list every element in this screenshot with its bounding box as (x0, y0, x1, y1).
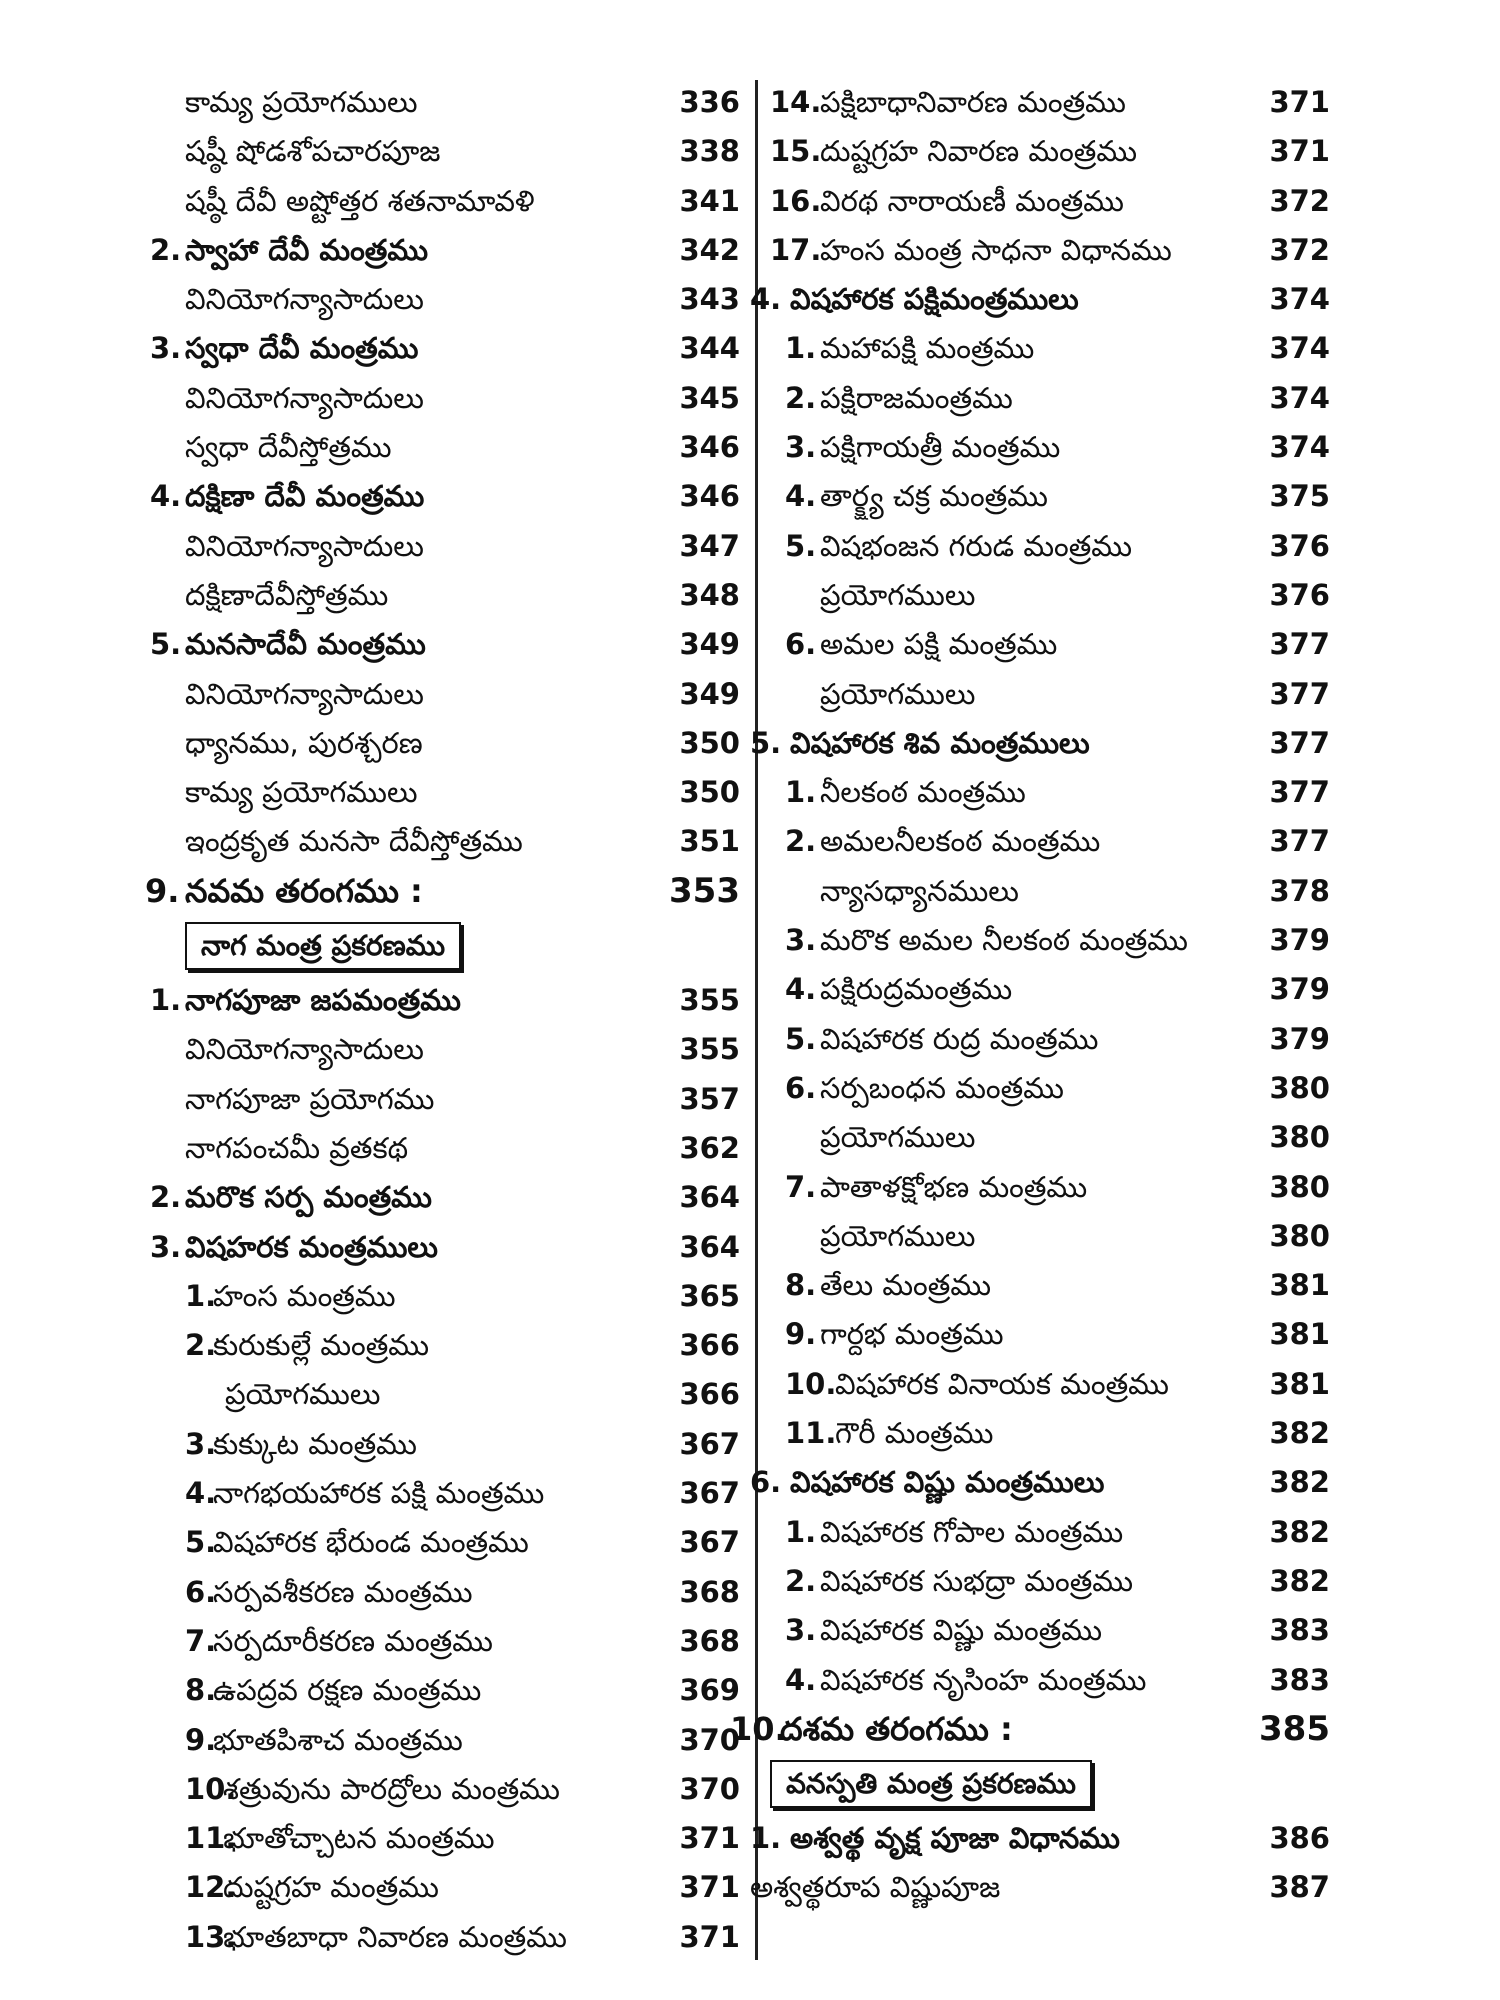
entry-number: 9. (185, 1722, 217, 1757)
entry-number: 2. (785, 380, 817, 415)
entry-title: కామ్య ప్రయోగములు (185, 85, 418, 119)
toc-entry (185, 571, 740, 620)
entry-number: 8. (185, 1673, 217, 1708)
entry-title: ప్రయోగములు (820, 676, 976, 711)
entry-title: షష్ఠీ దేవీ అష్టోత్తర శతనామావళి (185, 183, 535, 218)
page-number: 379 (1269, 923, 1330, 958)
entry-title: హంస మంత్రము (213, 1278, 396, 1313)
page-number: 336 (679, 85, 740, 119)
entry-number: 6. (785, 627, 817, 662)
page-number: 382 (1269, 1465, 1330, 1500)
page-number: 379 (1269, 1021, 1330, 1056)
page-number: 374 (1269, 430, 1330, 465)
page-number: 383 (1269, 1613, 1330, 1648)
entry-title: విషహారక రుద్ర మంత్రము (820, 1021, 1099, 1056)
entry-title: భూతపిశాచ మంత్రము (213, 1722, 463, 1757)
entry-number: 17. (770, 232, 822, 267)
entry-title: తార్క్ష్య చక్ర మంత్రము (820, 479, 1048, 514)
entry-title: పక్షిగాయత్రీ మంత్రము (820, 430, 1061, 465)
entry-number: 1. (150, 983, 182, 1018)
page-number: 377 (1269, 627, 1330, 662)
entry-number: 4. (750, 282, 782, 317)
entry-number: 14. (770, 85, 822, 119)
page-number: 364 (679, 1229, 740, 1264)
entry-number: 15. (770, 134, 822, 169)
toc-entry (775, 867, 1330, 916)
entry-number: 1. (785, 775, 817, 810)
entry-title: శత్రువును పారద్రోలు మంత్రము (223, 1771, 560, 1806)
section-title: వనస్పతి మంత్ర ప్రకరణము (770, 1760, 1092, 1808)
page-number: 355 (679, 983, 740, 1018)
entry-title: స్వాహా దేవీ మంత్రము (185, 232, 429, 267)
page-number: 379 (1269, 972, 1330, 1007)
entry-number: 2. (185, 1328, 217, 1363)
toc-entry (185, 78, 740, 127)
toc-entry (775, 916, 1330, 965)
entry-number: 4. (185, 1476, 217, 1511)
entry-title: పక్షిబాధానివారణ మంత్రము (820, 85, 1126, 119)
toc-entry (185, 1272, 740, 1321)
toc-entry (150, 324, 740, 373)
page-number: 343 (679, 282, 740, 317)
entry-number: 16. (770, 183, 822, 218)
entry-title: దుష్టగ్రహ నివారణ మంత్రము (820, 134, 1138, 169)
section-title: నాగ మంత్ర ప్రకరణము (185, 922, 461, 970)
entry-title: విషహారక పక్షిమంత్రములు (790, 282, 1079, 317)
entry-number: 5. (150, 627, 182, 662)
entry-title: దుష్టగ్రహ మంత్రము (223, 1870, 439, 1905)
entry-title: ప్రయోగములు (820, 1120, 976, 1155)
page-number: 371 (679, 1919, 740, 1954)
page-number: 371 (1269, 134, 1330, 169)
entry-title: దక్షిణాదేవీస్తోత్రము (185, 577, 389, 612)
toc-entry (775, 1606, 1330, 1655)
entry-title: మరొక అమల నీలకంఠ మంత్రము (820, 923, 1188, 958)
page-number: 366 (679, 1377, 740, 1412)
toc-entry (750, 1814, 1330, 1863)
entry-title: వినియోగన్యాసాదులు (185, 528, 424, 563)
entry-number: 5. (750, 725, 782, 760)
toc-entry (185, 1469, 740, 1518)
toc-entry (775, 1015, 1330, 1064)
page-number: 380 (1269, 1218, 1330, 1253)
toc-entry (770, 127, 1330, 176)
toc-entry (750, 719, 1330, 768)
page-number: 387 (1269, 1870, 1330, 1905)
entry-number: 3. (785, 430, 817, 465)
toc-entry (185, 275, 740, 324)
toc-entry (775, 965, 1330, 1014)
page-number: 370 (679, 1771, 740, 1806)
entry-title: విషహారక నృసింహ మంత్రము (820, 1662, 1147, 1697)
page-number: 348 (679, 577, 740, 612)
section-box (185, 916, 740, 976)
toc-entry (775, 1212, 1330, 1261)
entry-title: అశ్వత్థరూప విష్ణుపూజ (750, 1870, 1001, 1905)
page-number: 374 (1269, 282, 1330, 317)
entry-title: నాగపూజా జపమంత్రము (185, 983, 461, 1018)
entry-title: ప్రయోగములు (820, 577, 976, 612)
page-number: 362 (679, 1130, 740, 1165)
toc-entry (775, 1163, 1330, 1212)
page-number: 382 (1269, 1416, 1330, 1451)
entry-number: 11. (785, 1416, 837, 1451)
toc-entry (185, 1765, 740, 1814)
toc-entry (775, 817, 1330, 866)
entry-number: 2. (785, 1563, 817, 1598)
toc-entry (150, 1223, 740, 1272)
page-number: 367 (679, 1525, 740, 1560)
chapter-heading (730, 1705, 1330, 1754)
toc-entry (185, 1568, 740, 1617)
toc-entry (185, 1420, 740, 1469)
page-number: 371 (679, 1870, 740, 1905)
entry-number: 1. (750, 1821, 782, 1856)
toc-entry (775, 1113, 1330, 1162)
entry-title: గార్దభ మంత్రము (820, 1317, 1004, 1352)
toc-entry (750, 1863, 1330, 1912)
entry-title: నాగపూజా ప్రయోగము (185, 1081, 435, 1116)
toc-entry (150, 472, 740, 521)
entry-title: ధ్యానము, పురశ్చరణ (185, 725, 423, 760)
page-number: 381 (1269, 1366, 1330, 1401)
entry-title: వినియోగన్యాసాదులు (185, 282, 424, 317)
page-number: 338 (679, 134, 740, 169)
entry-title: కామ్య ప్రయోగములు (185, 775, 418, 810)
entry-title: వినియోగన్యాసాదులు (185, 380, 424, 415)
entry-number: 9. (785, 1317, 817, 1352)
entry-number: 7. (785, 1169, 817, 1204)
toc-entry (185, 817, 740, 866)
page-number: 385 (1259, 1708, 1330, 1749)
page-number: 341 (679, 183, 740, 218)
toc-entry (770, 78, 1330, 127)
entry-number: 3. (185, 1426, 217, 1461)
page-number: 368 (679, 1623, 740, 1658)
page-number: 355 (679, 1032, 740, 1067)
toc-entry (185, 1321, 740, 1370)
toc-entry (185, 1075, 740, 1124)
toc-entry (185, 1370, 740, 1419)
toc-entry (150, 620, 740, 669)
page-number: 366 (679, 1328, 740, 1363)
entry-title: విషహారక విష్ణు మంత్రము (820, 1613, 1103, 1648)
entry-number: 6. (185, 1574, 217, 1609)
entry-title: నీలకంఠ మంత్రము (820, 775, 1026, 810)
page-number: 375 (1269, 479, 1330, 514)
entry-title: పక్షిరుద్రమంత్రము (820, 972, 1013, 1007)
entry-title: మనసాదేవీ మంత్రము (185, 627, 426, 662)
entry-title: విరథ నారాయణీ మంత్రము (820, 183, 1124, 218)
toc-entry (150, 226, 740, 275)
toc-right-column (730, 78, 1330, 1913)
entry-title: వినియోగన్యాసాదులు (185, 1032, 424, 1067)
toc-entry (185, 374, 740, 423)
page-number: 349 (679, 627, 740, 662)
entry-number: 5. (785, 528, 817, 563)
entry-title: ప్రయోగములు (820, 1218, 976, 1253)
toc-entry (150, 1173, 740, 1222)
page-number: 380 (1269, 1169, 1330, 1204)
page-number: 368 (679, 1574, 740, 1609)
toc-entry (775, 1310, 1330, 1359)
toc-entry (185, 127, 740, 176)
entry-title: దశమ తరంగము : (780, 1709, 1013, 1748)
page-number: 367 (679, 1426, 740, 1461)
page-number: 345 (679, 380, 740, 415)
page-number: 350 (679, 725, 740, 760)
toc-entry (185, 177, 740, 226)
entry-title: కురుకుల్లే మంత్రము (213, 1328, 430, 1363)
toc-entry (185, 423, 740, 472)
page-number: 380 (1269, 1120, 1330, 1155)
toc-left-column (145, 78, 740, 1962)
page-number: 351 (679, 824, 740, 859)
entry-number: 3. (150, 1229, 182, 1264)
toc-entry (185, 670, 740, 719)
entry-number: 6. (750, 1465, 782, 1500)
entry-number: 9. (145, 871, 180, 910)
toc-entry (185, 1025, 740, 1074)
toc-entry (770, 177, 1330, 226)
toc-entry (775, 1508, 1330, 1557)
toc-entry (185, 1666, 740, 1715)
toc-entry (185, 1124, 740, 1173)
entry-number: 10. (730, 1709, 787, 1748)
entry-title: నాగపంచమీ వ్రతకథ (185, 1130, 409, 1165)
toc-entry (770, 226, 1330, 275)
entry-title: పక్షిరాజమంత్రము (820, 380, 1013, 415)
page-number: 370 (679, 1722, 740, 1757)
entry-number: 3. (785, 1613, 817, 1648)
entry-title: ప్రయోగములు (225, 1377, 381, 1412)
page-number: 383 (1269, 1662, 1330, 1697)
entry-number: 3. (150, 331, 182, 366)
entry-number: 13. (185, 1919, 237, 1954)
page-number: 357 (679, 1081, 740, 1116)
toc-entry (775, 768, 1330, 817)
toc-entry (185, 1814, 740, 1863)
entry-number: 2. (150, 1180, 182, 1215)
page-number: 377 (1269, 824, 1330, 859)
page-number: 374 (1269, 380, 1330, 415)
entry-title: సర్పవశీకరణ మంత్రము (213, 1574, 473, 1609)
page-number: 376 (1269, 577, 1330, 612)
page-number: 382 (1269, 1514, 1330, 1549)
entry-title: నాగభయహారక పక్షి మంత్రము (213, 1476, 545, 1511)
page-number: 342 (679, 232, 740, 267)
entry-number: 4. (150, 479, 182, 514)
entry-number: 1. (785, 331, 817, 366)
toc-entry (185, 522, 740, 571)
page-number: 381 (1269, 1317, 1330, 1352)
toc-entry (775, 522, 1330, 571)
entry-number: 10. (185, 1771, 237, 1806)
entry-title: అమలనీలకంఠ మంత్రము (820, 824, 1101, 859)
page-number: 376 (1269, 528, 1330, 563)
toc-entry (775, 1656, 1330, 1705)
page-number: 386 (1269, 1821, 1330, 1856)
entry-title: నవమ తరంగము : (185, 871, 423, 910)
toc-entry (185, 1913, 740, 1962)
entry-number: 12. (185, 1870, 237, 1905)
entry-title: సర్పబంధన మంత్రము (820, 1070, 1064, 1105)
entry-title: స్వధా దేవీస్తోత్రము (185, 430, 392, 465)
page-number: 344 (679, 331, 740, 366)
column-divider (755, 80, 758, 1960)
toc-entry (775, 670, 1330, 719)
toc-entry (775, 1409, 1330, 1458)
toc-entry (185, 1863, 740, 1912)
entry-number: 4. (785, 479, 817, 514)
entry-number: 2. (785, 824, 817, 859)
toc-entry (750, 1458, 1330, 1507)
page-number: 380 (1269, 1070, 1330, 1105)
toc-entry (185, 719, 740, 768)
entry-title: హంస మంత్ర సాధనా విధానము (820, 232, 1172, 267)
entry-number: 1. (785, 1514, 817, 1549)
page-number: 377 (1269, 676, 1330, 711)
entry-title: విషహారక వినాయక మంత్రము (835, 1366, 1169, 1401)
toc-entry (775, 1557, 1330, 1606)
page-number: 381 (1269, 1268, 1330, 1303)
entry-number: 4. (785, 972, 817, 1007)
page-number: 371 (679, 1821, 740, 1856)
entry-title: విషహారక సుభద్రా మంత్రము (820, 1563, 1133, 1598)
page-number: 378 (1269, 873, 1330, 908)
entry-title: సర్పదూరీకరణ మంత్రము (213, 1623, 493, 1658)
page-number: 346 (679, 479, 740, 514)
entry-number: 5. (785, 1021, 817, 1056)
toc-entry (750, 275, 1330, 324)
toc-entry (775, 374, 1330, 423)
entry-title: వినియోగన్యాసాదులు (185, 676, 424, 711)
entry-title: తేలు మంత్రము (820, 1268, 992, 1303)
toc-entry (775, 1261, 1330, 1310)
page-number: 382 (1269, 1563, 1330, 1598)
toc-entry (775, 324, 1330, 373)
entry-number: 7. (185, 1623, 217, 1658)
entry-number: 5. (185, 1525, 217, 1560)
toc-entry (775, 620, 1330, 669)
entry-title: విషహారక గోపాల మంత్రము (820, 1514, 1124, 1549)
page-number: 365 (679, 1278, 740, 1313)
page-number: 347 (679, 528, 740, 563)
toc-entry (150, 976, 740, 1025)
entry-number: 2. (150, 232, 182, 267)
entry-title: విషహారక విష్ణు మంత్రములు (790, 1465, 1105, 1500)
toc-entry (775, 571, 1330, 620)
page-number: 349 (679, 676, 740, 711)
entry-title: విషహరక మంత్రములు (185, 1229, 438, 1264)
entry-title: గౌరీ మంత్రము (835, 1416, 994, 1451)
entry-number: 4. (785, 1662, 817, 1697)
toc-entry (185, 1518, 740, 1567)
page-number: 377 (1269, 775, 1330, 810)
entry-title: ఉపద్రవ రక్షణ మంత్రము (213, 1673, 482, 1708)
page-number: 346 (679, 430, 740, 465)
entry-number: 10. (785, 1366, 837, 1401)
page-number: 377 (1269, 725, 1330, 760)
toc-entry (775, 1360, 1330, 1409)
entry-title: భూతబాధా నివారణ మంత్రము (223, 1919, 567, 1954)
toc-entry (185, 768, 740, 817)
toc-entry (775, 423, 1330, 472)
toc-entry (185, 1617, 740, 1666)
toc-entry (775, 472, 1330, 521)
entry-title: ఇంద్రకృత మనసా దేవీస్తోత్రము (185, 824, 523, 859)
page-number: 367 (679, 1476, 740, 1511)
toc-entry (775, 1064, 1330, 1113)
entry-number: 8. (785, 1268, 817, 1303)
page-number: 371 (1269, 85, 1330, 119)
entry-number: 11. (185, 1821, 237, 1856)
entry-title: అశ్వత్థ వృక్ష పూజా విధానము (790, 1821, 1120, 1856)
entry-title: షష్ఠీ షోడశోపచారపూజ (185, 134, 441, 169)
entry-number: 6. (785, 1070, 817, 1105)
entry-title: న్యాసధ్యానములు (820, 873, 1019, 908)
chapter-heading (145, 867, 740, 916)
entry-title: అమల పక్షి మంత్రము (820, 627, 1058, 662)
entry-number: 1. (185, 1278, 217, 1313)
page-number: 372 (1269, 232, 1330, 267)
section-box (775, 1754, 1330, 1814)
entry-title: పాతాళక్షోభణ మంత్రము (820, 1169, 1088, 1204)
page-number: 372 (1269, 183, 1330, 218)
entry-title: మహాపక్షి మంత్రము (820, 331, 1035, 366)
entry-number: 3. (785, 923, 817, 958)
page-number: 374 (1269, 331, 1330, 366)
entry-title: దక్షిణా దేవీ మంత్రము (185, 479, 425, 514)
entry-title: కుక్కుట మంత్రము (213, 1426, 417, 1461)
entry-title: విషహారక శివ మంత్రములు (790, 725, 1090, 760)
page-number: 369 (679, 1673, 740, 1708)
entry-title: స్వధా దేవీ మంత్రము (185, 331, 419, 366)
page-number: 350 (679, 775, 740, 810)
toc-entry (185, 1716, 740, 1765)
page-number: 353 (669, 870, 740, 911)
entry-title: విషభంజన గరుడ మంత్రము (820, 528, 1133, 563)
entry-title: మరొక సర్ప మంత్రము (185, 1180, 432, 1215)
entry-title: విషహారక భేరుండ మంత్రము (213, 1525, 529, 1560)
page-number: 364 (679, 1180, 740, 1215)
entry-title: భూతోచ్చాటన మంత్రము (223, 1821, 495, 1856)
